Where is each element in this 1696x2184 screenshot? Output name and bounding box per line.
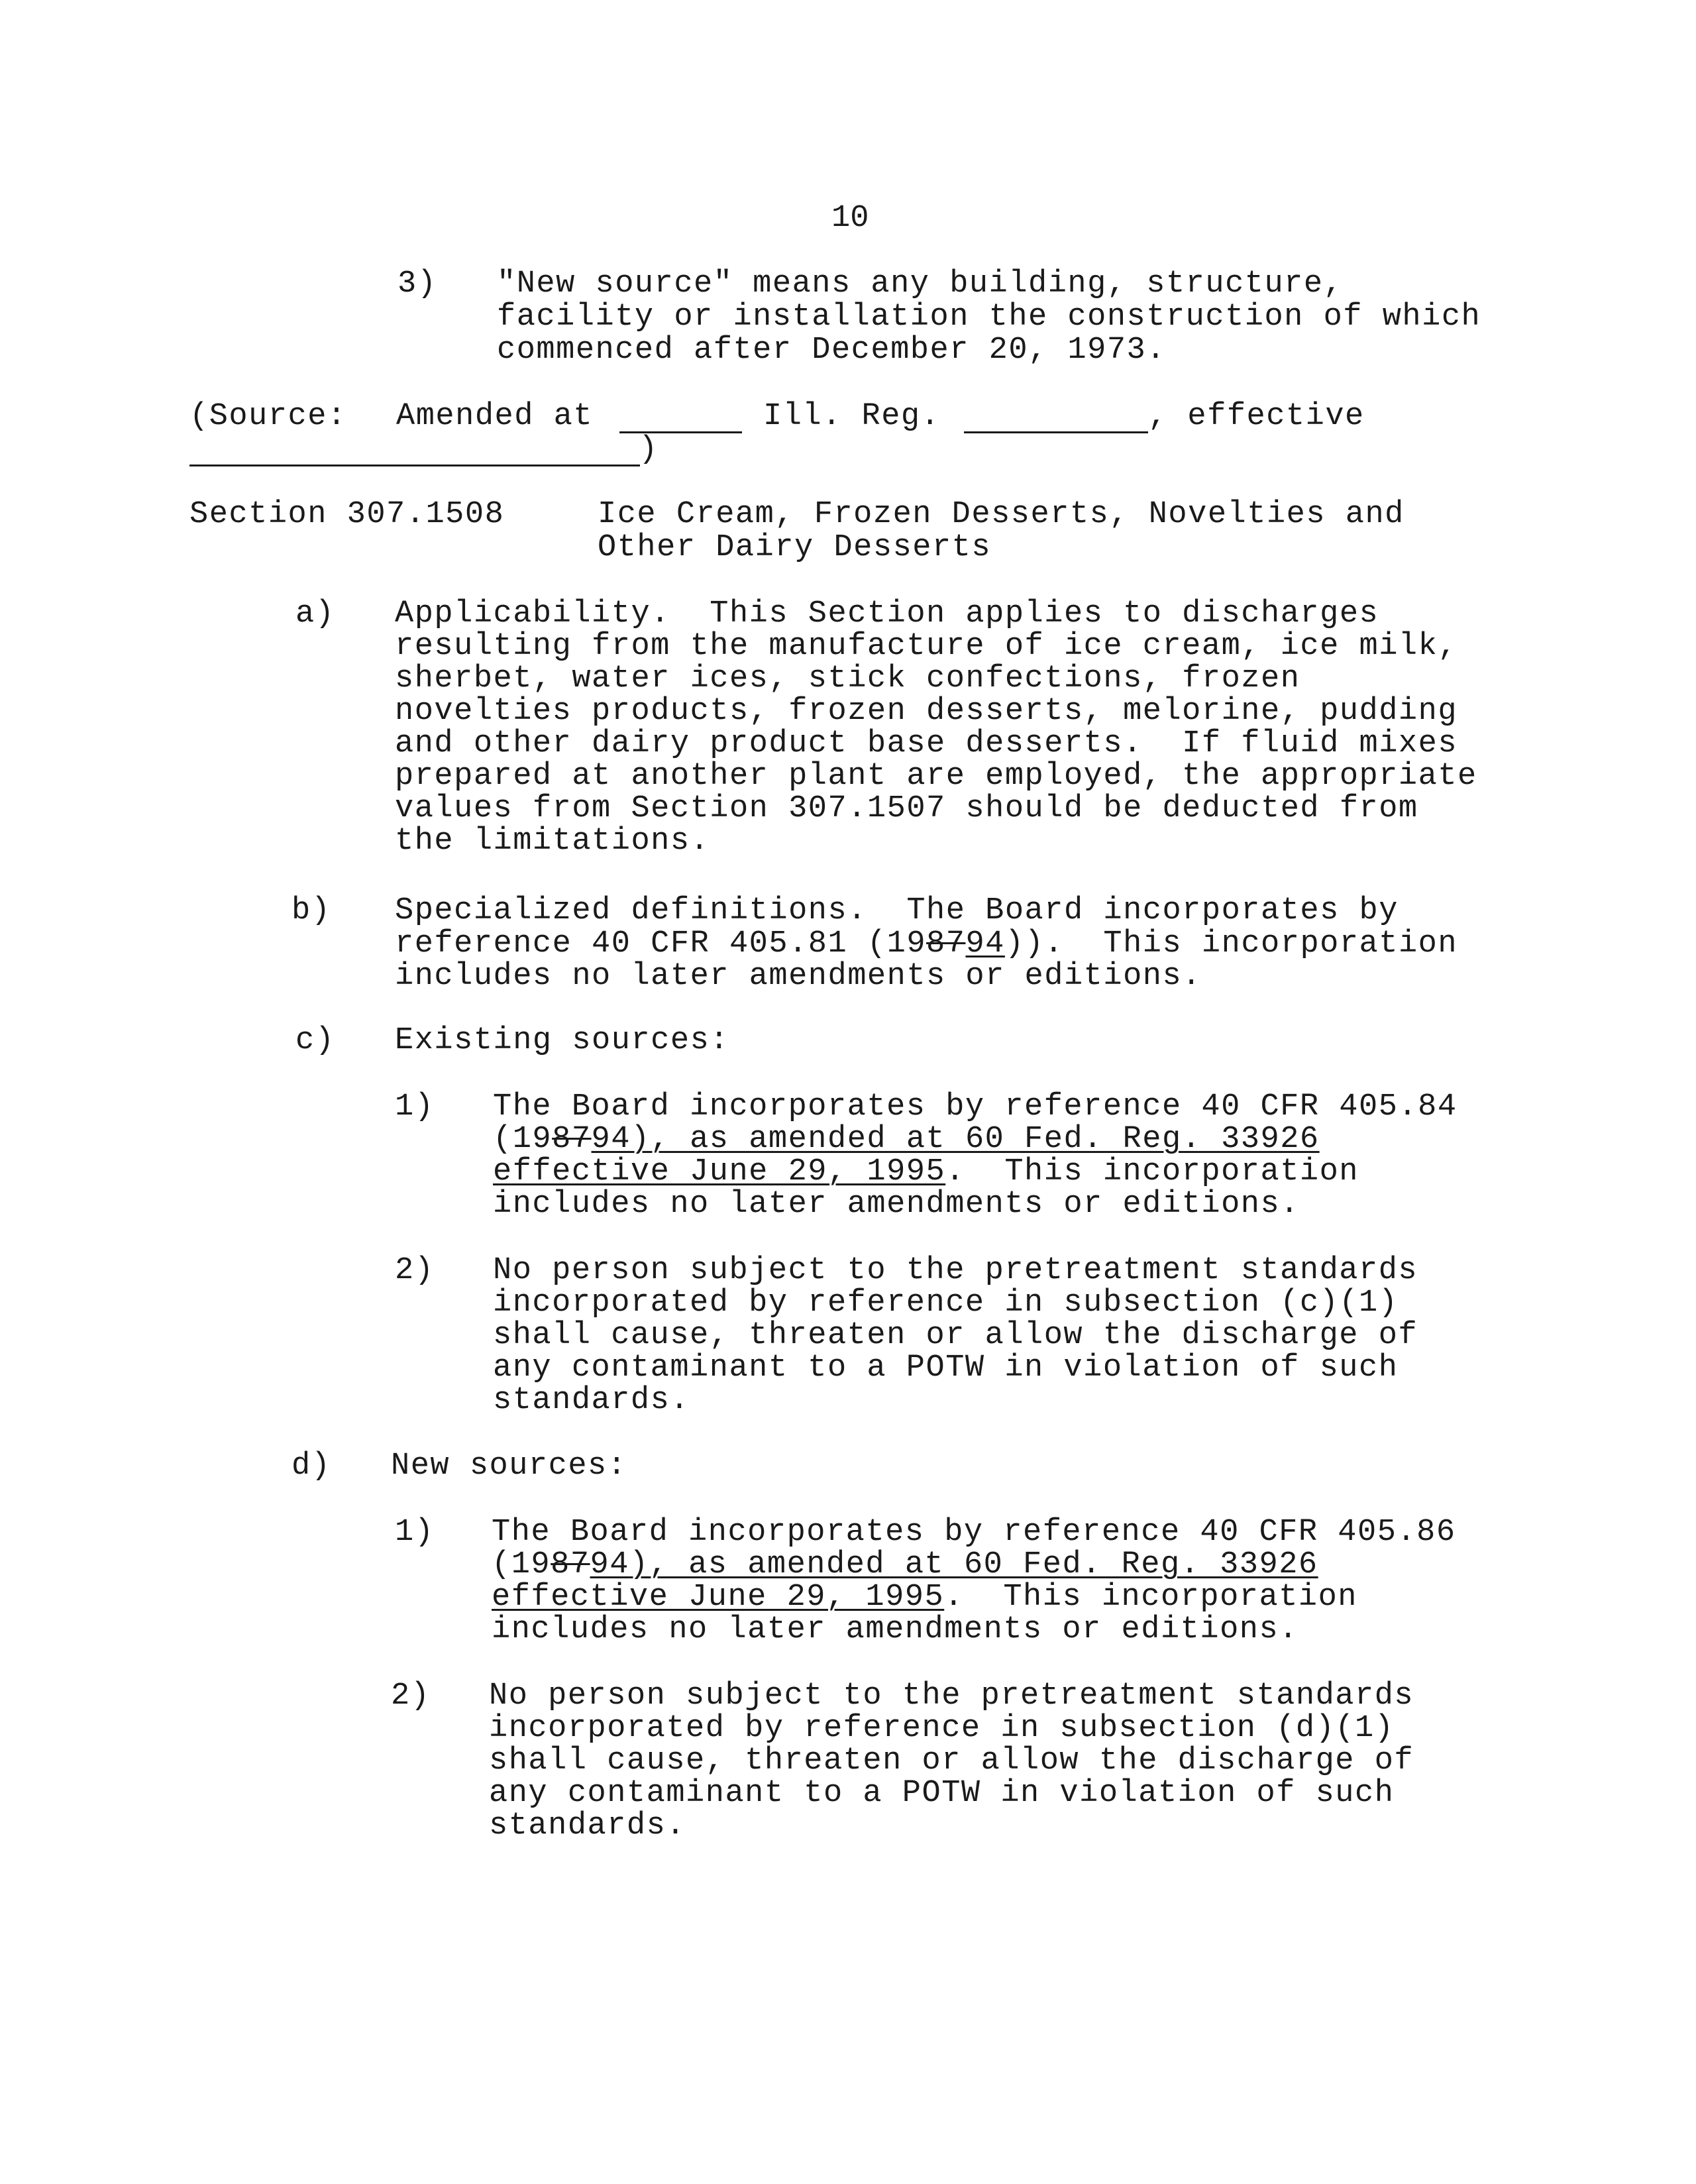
inserted-text: 94 <box>591 1122 631 1157</box>
definition-line: "New source" means any building, structure, <box>497 266 1344 301</box>
paragraph-line: resulting from the manufacture of ice cream, ice milk, <box>395 629 1458 664</box>
section-title: Other Dairy Desserts <box>598 530 992 565</box>
paragraph-line: shall cause, threaten or allow the discharge of <box>489 1743 1414 1778</box>
paragraph-line: effective June 29, 1995. This incorporation <box>493 1154 1359 1189</box>
source-note-close: ) <box>639 432 659 467</box>
item-label: 3) <box>398 266 437 301</box>
inserted-text: effective June 29, 1995 <box>493 1154 946 1189</box>
inserted-text: effective June 29, 1995 <box>492 1580 945 1615</box>
inserted-text: ), as amended at 60 Fed. Reg. 33926 <box>629 1547 1318 1582</box>
paragraph-line: standards. <box>489 1808 686 1843</box>
paragraph-line: (198794), as amended at 60 Fed. Reg. 33926 <box>493 1122 1320 1157</box>
paragraph-line: No person subject to the pretreatment standards <box>493 1253 1418 1288</box>
paragraph-line: Specialized definitions. The Board incorporates by <box>395 893 1399 928</box>
page-number: 10 <box>831 201 869 236</box>
subsection-heading: New sources: <box>391 1448 627 1484</box>
inserted-text: 94 <box>965 926 1005 961</box>
definition-line: commenced after December 20, 1973. <box>497 333 1166 368</box>
paragraph-line: incorporated by reference in subsection (c)(1) <box>493 1285 1399 1321</box>
paragraph-line: No person subject to the pretreatment standards <box>489 1678 1414 1714</box>
section-number: Section 307.1508 <box>189 497 505 532</box>
paragraph-line: reference 40 CFR 405.81 (198794)). This incorporation <box>395 926 1458 961</box>
item-label: 1) <box>395 1515 435 1550</box>
paragraph-line: effective June 29, 1995. This incorporation <box>492 1580 1358 1615</box>
source-note-prefix: (Source: <box>189 399 347 434</box>
paragraph-line: prepared at another plant are employed, the appropriate <box>395 759 1477 794</box>
deleted-text: 87 <box>926 926 966 961</box>
paragraph-line: includes no later amendments or editions. <box>493 1187 1300 1222</box>
blank-line-volume <box>619 408 742 433</box>
paragraph-line: values from Section 307.1507 should be deducted from <box>395 791 1418 826</box>
subsection-label: c) <box>295 1023 335 1058</box>
paragraph-line: standards. <box>493 1383 690 1418</box>
paragraph-line: incorporated by reference in subsection (d)(1) <box>489 1711 1395 1746</box>
subsection-label: b) <box>292 893 331 928</box>
blank-line-page <box>964 408 1148 433</box>
deleted-text: 87 <box>552 1122 592 1157</box>
paragraph-line: sherbet, water ices, stick confections, frozen <box>395 661 1300 696</box>
paragraph-line: and other dairy product base desserts. If fluid mixes <box>395 726 1458 761</box>
deleted-text: 87 <box>551 1547 590 1582</box>
source-note-effective: , effective <box>1148 399 1365 434</box>
paragraph-line: Applicability. This Section applies to discharges <box>395 596 1379 631</box>
paragraph-line: novelties products, frozen desserts, melorine, pudding <box>395 694 1458 729</box>
item-label: 2) <box>395 1253 435 1288</box>
subsection-label: a) <box>295 596 335 631</box>
paragraph-line: The Board incorporates by reference 40 CFR 405.84 <box>493 1089 1458 1124</box>
section-title: Ice Cream, Frozen Desserts, Novelties and <box>598 497 1404 532</box>
inserted-text: 94 <box>590 1547 629 1582</box>
paragraph-line: shall cause, threaten or allow the discharge of <box>493 1318 1418 1353</box>
paragraph-line: (198794), as amended at 60 Fed. Reg. 33926 <box>492 1547 1318 1582</box>
blank-line-date <box>189 441 640 466</box>
source-note-ill-reg: Ill. Reg. <box>763 399 941 434</box>
paragraph-line: The Board incorporates by reference 40 CFR 405.86 <box>492 1515 1456 1550</box>
paragraph-line: any contaminant to a POTW in violation of such <box>489 1776 1395 1811</box>
definition-line: facility or installation the construction of which <box>497 300 1481 335</box>
subsection-label: d) <box>292 1448 331 1484</box>
subsection-heading: Existing sources: <box>395 1023 729 1058</box>
paragraph-line: the limitations. <box>395 824 710 859</box>
paragraph-line: includes no later amendments or editions. <box>395 959 1202 994</box>
inserted-text: ), as amended at 60 Fed. Reg. 33926 <box>630 1122 1320 1157</box>
item-label: 1) <box>395 1089 435 1124</box>
source-note-amended: Amended at <box>396 399 594 434</box>
item-label: 2) <box>391 1678 431 1714</box>
paragraph-line: any contaminant to a POTW in violation of such <box>493 1350 1399 1386</box>
paragraph-line: includes no later amendments or editions. <box>492 1612 1298 1647</box>
